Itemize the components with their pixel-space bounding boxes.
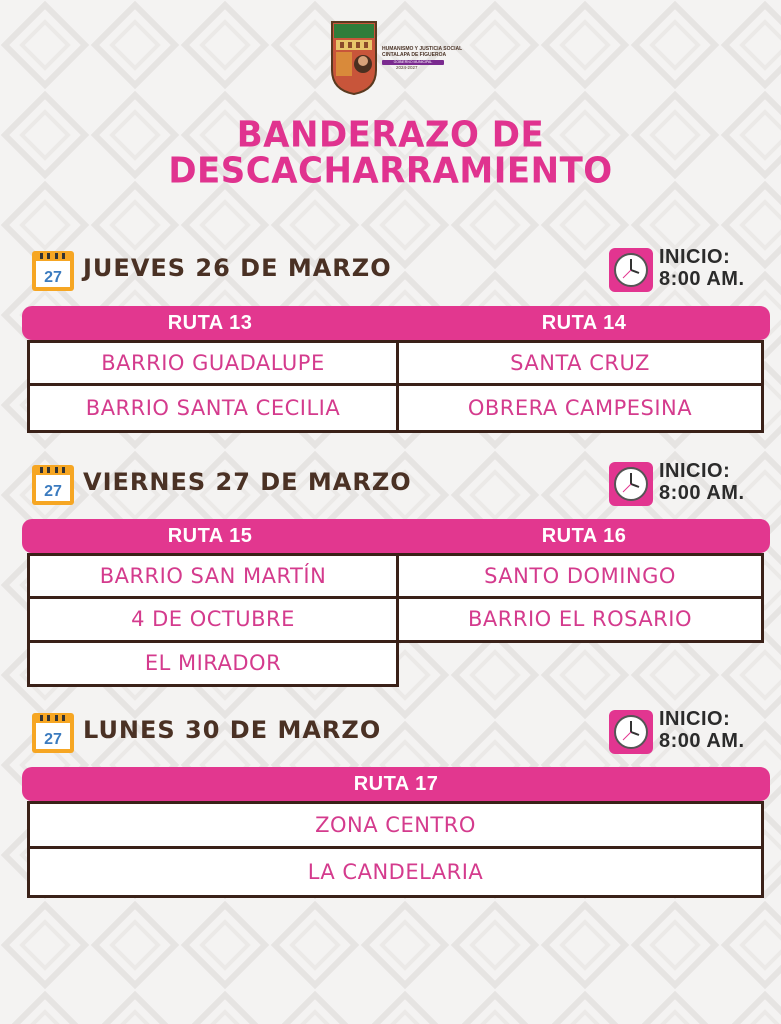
calendar-icon <box>31 464 75 506</box>
route-place: BARRIO GUADALUPE <box>27 340 399 386</box>
municipal-logo <box>330 20 472 98</box>
route-place: SANTO DOMINGO <box>396 553 764 599</box>
day-header-viernes <box>31 462 761 508</box>
route-place: OBRERA CAMPESINA <box>396 383 764 433</box>
clock-badge <box>609 462 653 506</box>
clock-icon <box>613 466 649 502</box>
logo-municipality: CINTALAPA DE FIGUEROA <box>382 52 447 58</box>
logo-government-bar: GOBIERNO MUNICIPAL <box>382 60 444 65</box>
route-place: BARRIO SANTA CECILIA <box>27 383 399 433</box>
route-place: ZONA CENTRO <box>27 801 764 849</box>
route-name: RUTA 15 <box>167 525 253 547</box>
routes-header-row <box>22 306 770 340</box>
start-label: INICIO: <box>659 246 731 268</box>
logo-text <box>382 46 472 71</box>
clock-badge <box>609 710 653 754</box>
start-time <box>659 708 745 752</box>
municipal-shield-icon <box>330 20 378 96</box>
route-name: RUTA 14 <box>541 312 627 334</box>
clock-icon <box>613 714 649 750</box>
routes-header-row <box>22 767 770 801</box>
start-time <box>659 246 745 290</box>
calendar-day-number: 27 <box>44 483 62 500</box>
calendar-icon <box>31 712 75 754</box>
calendar-day-number: 27 <box>44 269 62 286</box>
day-label: VIERNES 27 DE MARZO <box>83 468 412 496</box>
routes-header-row <box>22 519 770 553</box>
day-label: JUEVES 26 DE MARZO <box>83 254 392 282</box>
start-label: INICIO: <box>659 460 731 482</box>
logo-slogan: HUMANISMO Y JUSTICIA SOCIAL <box>382 46 463 52</box>
day-header-jueves <box>31 248 761 294</box>
start-time-value: 8:00 AM. <box>659 730 745 752</box>
clock-badge <box>609 248 653 292</box>
calendar-icon <box>31 250 75 292</box>
route-name: RUTA 16 <box>541 525 627 547</box>
page-title-line1: BANDERAZO DE <box>236 114 545 156</box>
day-label: LUNES 30 DE MARZO <box>83 716 382 744</box>
route-place: LA CANDELARIA <box>27 846 764 898</box>
route-name: RUTA 13 <box>167 312 253 334</box>
calendar-day-number: 27 <box>44 731 62 748</box>
page-title-line2: DESCACHARRAMIENTO <box>168 150 613 192</box>
day-header-lunes <box>31 710 761 756</box>
route-place: BARRIO EL ROSARIO <box>396 596 764 643</box>
start-time-value: 8:00 AM. <box>659 482 745 504</box>
start-label: INICIO: <box>659 708 731 730</box>
clock-icon <box>613 252 649 288</box>
route-place: SANTA CRUZ <box>396 340 764 386</box>
start-time-value: 8:00 AM. <box>659 268 745 290</box>
route-place: BARRIO SAN MARTÍN <box>27 553 399 599</box>
logo-years: 2024-2027 <box>396 65 418 70</box>
route-name: RUTA 17 <box>353 773 439 795</box>
start-time <box>659 460 745 504</box>
route-place: 4 DE OCTUBRE <box>27 596 399 643</box>
route-place: EL MIRADOR <box>27 640 399 687</box>
